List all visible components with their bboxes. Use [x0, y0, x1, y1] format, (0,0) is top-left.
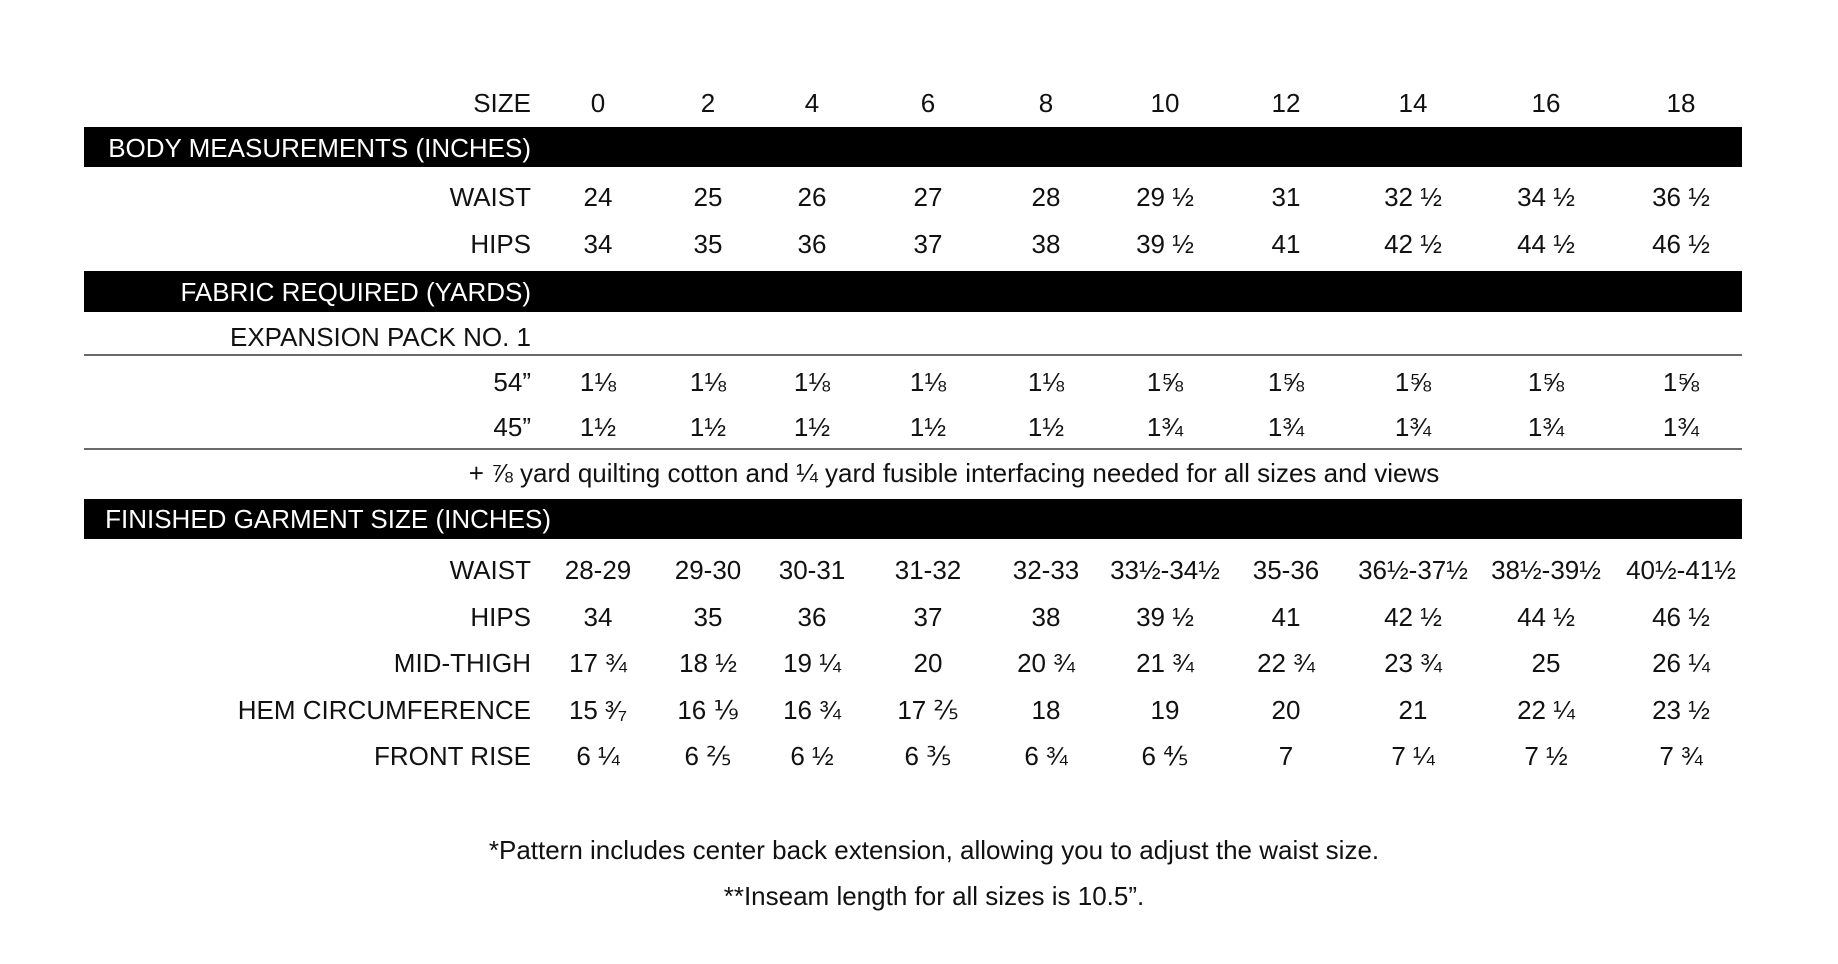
value-cell: 20 ¾	[1017, 648, 1075, 678]
value-cell: 1½	[689, 412, 727, 442]
value-cell: 1¾	[1527, 412, 1565, 442]
divider	[84, 354, 1742, 356]
footnote-waist: *Pattern includes center back extension, allowing you to adjust the waist size.	[488, 835, 1380, 865]
value-cell: 1¾	[1267, 412, 1305, 442]
value-cell: 26 ¼	[1652, 648, 1710, 678]
size-cell: 4	[804, 88, 820, 118]
value-cell: 35-36	[1252, 555, 1320, 585]
value-cell: 7	[1278, 741, 1294, 771]
divider	[84, 448, 1742, 450]
value-cell: 7 ¾	[1659, 741, 1703, 771]
value-cell: 1½	[579, 412, 617, 442]
value-cell: 23 ¾	[1384, 648, 1442, 678]
value-cell: 31	[1271, 182, 1301, 212]
value-cell: 16 ¾	[783, 695, 841, 725]
value-cell: 22 ¼	[1517, 695, 1575, 725]
finished-hem-row	[84, 687, 1742, 733]
value-cell: 36	[797, 602, 827, 632]
value-cell: 23 ½	[1652, 695, 1710, 725]
value-cell: 32 ½	[1384, 182, 1442, 212]
row-label: WAIST	[449, 182, 531, 212]
value-cell: 20	[1271, 695, 1301, 725]
value-cell: 37	[913, 602, 943, 632]
row-label: 54”	[493, 367, 531, 397]
value-cell: 25	[693, 182, 723, 212]
value-cell: 44 ½	[1517, 602, 1575, 632]
finished-front-rise-row	[84, 733, 1742, 779]
size-cell: 6	[920, 88, 936, 118]
value-cell: 33½-34½	[1110, 555, 1220, 585]
body-measurements-header	[84, 127, 1742, 167]
value-cell: 41	[1271, 602, 1301, 632]
body-waist-row	[84, 174, 1742, 220]
value-cell: 6 ¼	[576, 741, 620, 771]
value-cell: 1⅛	[793, 367, 831, 397]
value-cell: 1⅛	[1027, 367, 1065, 397]
finished-garment-title: FINISHED GARMENT SIZE (INCHES)	[105, 504, 551, 534]
value-cell: 20	[913, 648, 943, 678]
value-cell: 38	[1031, 602, 1061, 632]
value-cell: 39 ½	[1136, 602, 1194, 632]
value-cell: 6 ⅖	[684, 741, 732, 771]
value-cell: 28-29	[564, 555, 632, 585]
size-row	[84, 80, 1742, 126]
value-cell: 36	[797, 229, 827, 259]
value-cell: 19	[1150, 695, 1180, 725]
body-measurements-title: BODY MEASUREMENTS (INCHES)	[108, 133, 531, 163]
value-cell: 26	[797, 182, 827, 212]
row-label: MID-THIGH	[393, 648, 531, 678]
fabric-54-row	[84, 359, 1742, 405]
value-cell: 1⅛	[909, 367, 947, 397]
value-cell: 30-31	[778, 555, 846, 585]
value-cell: 42 ½	[1384, 602, 1442, 632]
value-cell: 19 ¼	[783, 648, 841, 678]
value-cell: 46 ½	[1652, 602, 1710, 632]
value-cell: 40½-41½	[1626, 555, 1736, 585]
value-cell: 7 ½	[1524, 741, 1568, 771]
finished-hips-row	[84, 594, 1742, 640]
row-label: HEM CIRCUMFERENCE	[237, 695, 531, 725]
size-cell: 8	[1038, 88, 1054, 118]
finished-mid-thigh-row	[84, 640, 1742, 686]
value-cell: 38½-39½	[1491, 555, 1601, 585]
size-cell: 2	[700, 88, 716, 118]
value-cell: 6 ⅘	[1141, 741, 1189, 771]
row-label: FRONT RISE	[374, 741, 531, 771]
value-cell: 31-32	[894, 555, 962, 585]
fabric-45-row	[84, 404, 1742, 450]
value-cell: 1⅝	[1267, 367, 1305, 397]
value-cell: 37	[913, 229, 943, 259]
value-cell: 1½	[793, 412, 831, 442]
size-cell: 10	[1150, 88, 1180, 118]
expansion-pack-label: EXPANSION PACK NO. 1	[229, 322, 531, 352]
value-cell: 17 ¾	[569, 648, 627, 678]
value-cell: 41	[1271, 229, 1301, 259]
value-cell: 36 ½	[1652, 182, 1710, 212]
value-cell: 16 ⅑	[677, 695, 739, 725]
value-cell: 1⅛	[689, 367, 727, 397]
fabric-required-title: FABRIC REQUIRED (YARDS)	[180, 277, 531, 307]
size-cell: 14	[1398, 88, 1428, 118]
value-cell: 46 ½	[1652, 229, 1710, 259]
value-cell: 1⅛	[579, 367, 617, 397]
footnote-inseam: **Inseam length for all sizes is 10.5”.	[723, 881, 1145, 911]
value-cell: 25	[1531, 648, 1561, 678]
value-cell: 1¾	[1662, 412, 1700, 442]
value-cell: 35	[693, 602, 723, 632]
value-cell: 1¾	[1394, 412, 1432, 442]
value-cell: 1¾	[1146, 412, 1184, 442]
body-hips-row	[84, 221, 1742, 267]
row-label: WAIST	[449, 555, 531, 585]
finished-waist-row	[84, 547, 1742, 593]
value-cell: 38	[1031, 229, 1061, 259]
value-cell: 27	[913, 182, 943, 212]
row-label: 45”	[493, 412, 531, 442]
value-cell: 29-30	[674, 555, 742, 585]
value-cell: 1⅝	[1146, 367, 1184, 397]
value-cell: 15 ³⁄₇	[568, 695, 628, 725]
value-cell: 21 ¾	[1136, 648, 1194, 678]
value-cell: 1⅝	[1527, 367, 1565, 397]
fabric-note: + ⅞ yard quilting cotton and ¼ yard fusible interfacing needed for all sizes and views	[468, 458, 1440, 488]
value-cell: 17 ⅖	[897, 695, 959, 725]
finished-garment-header	[84, 499, 1742, 539]
value-cell: 7 ¼	[1391, 741, 1435, 771]
value-cell: 1⅝	[1662, 367, 1700, 397]
value-cell: 42 ½	[1384, 229, 1442, 259]
value-cell: 35	[693, 229, 723, 259]
value-cell: 21	[1398, 695, 1428, 725]
value-cell: 6 ¾	[1024, 741, 1068, 771]
fabric-required-header	[84, 271, 1742, 312]
value-cell: 24	[583, 182, 613, 212]
value-cell: 1½	[909, 412, 947, 442]
value-cell: 18	[1031, 695, 1061, 725]
value-cell: 22 ¾	[1257, 648, 1315, 678]
value-cell: 34	[583, 229, 613, 259]
value-cell: 32-33	[1012, 555, 1080, 585]
size-cell: 16	[1531, 88, 1561, 118]
value-cell: 39 ½	[1136, 229, 1194, 259]
size-cell: 18	[1666, 88, 1696, 118]
value-cell: 18 ½	[679, 648, 737, 678]
row-label: HIPS	[470, 602, 531, 632]
size-label: SIZE	[473, 88, 531, 118]
value-cell: 34	[583, 602, 613, 632]
value-cell: 1½	[1027, 412, 1065, 442]
value-cell: 6 ½	[790, 741, 834, 771]
size-cell: 0	[590, 88, 606, 118]
row-label: HIPS	[470, 229, 531, 259]
value-cell: 1⅝	[1394, 367, 1432, 397]
size-cell: 12	[1271, 88, 1301, 118]
value-cell: 34 ½	[1517, 182, 1575, 212]
value-cell: 44 ½	[1517, 229, 1575, 259]
value-cell: 6 ⅗	[904, 741, 952, 771]
value-cell: 28	[1031, 182, 1061, 212]
value-cell: 36½-37½	[1358, 555, 1468, 585]
value-cell: 29 ½	[1136, 182, 1194, 212]
